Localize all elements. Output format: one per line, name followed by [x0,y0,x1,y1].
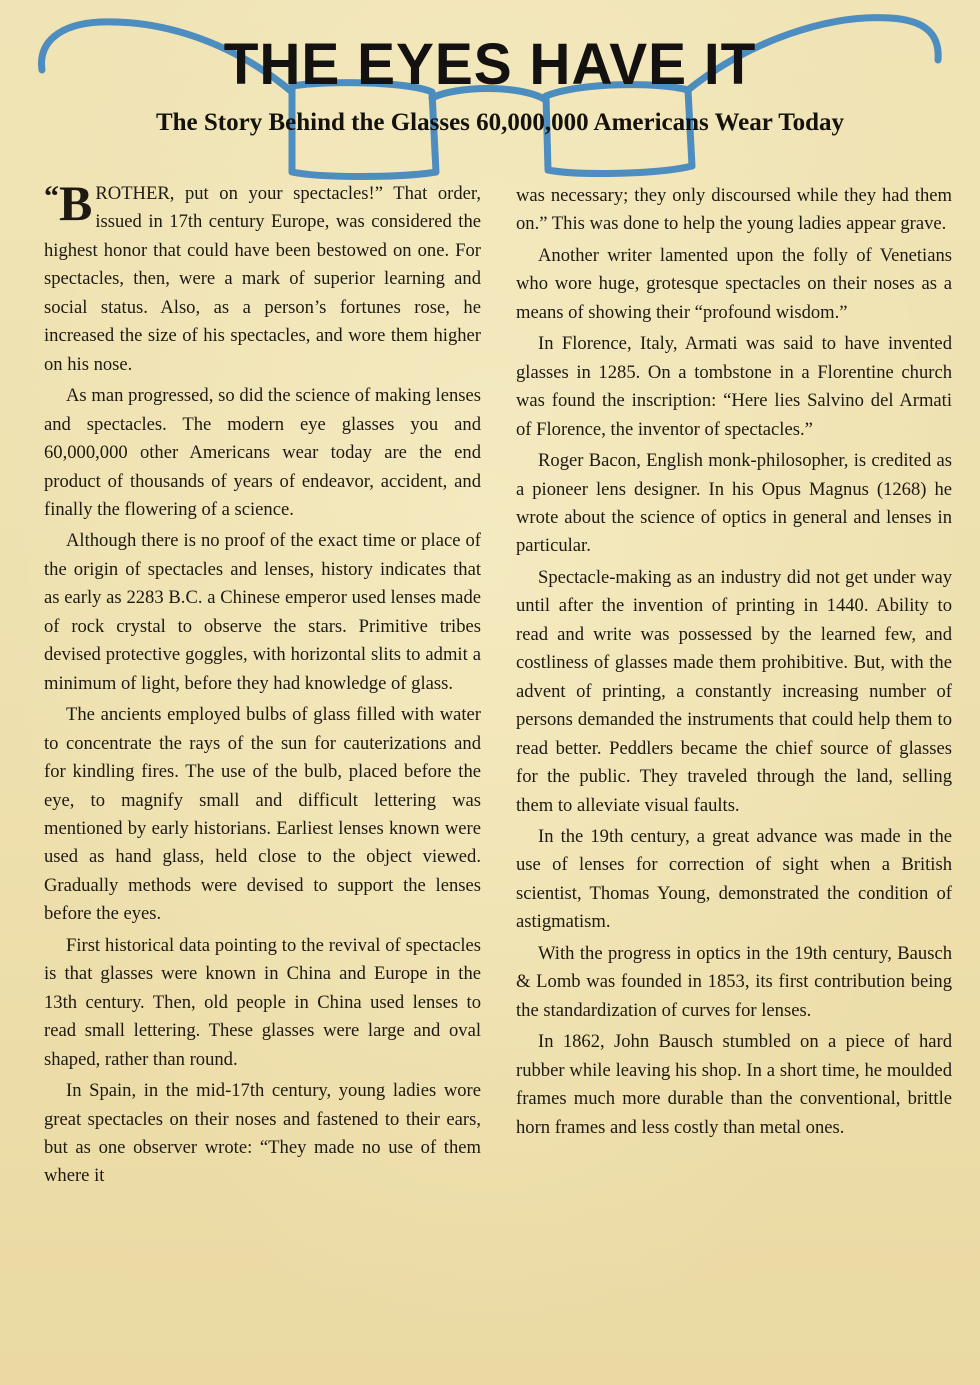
paragraph: In 1862, John Bausch stumbled on a piece of hard rubber while leaving his shop. In a short time, he moulded frames much more durable than the conventional, brittle horn frames and less costly than metal ones. [516,1031,952,1138]
paragraph: Spectacle-making as an industry did not get under way until after the invention of printing in 1440. Ability to read and write was possessed by the learned few, and costliness of glasses made them prohibitive. But, with the advent of printing, a constantly increasing number of persons demanded the instruments that could help them to read better. Peddlers became the chief source of glasses for the public. They traveled through the land, selling them to alleviate visual faults. [516,566,952,816]
paragraph: In the 19th century, a great advance was made in the use of lenses for correction of sight when a British scientist, Thomas Young, demonstrated the condition of astigmatism. [516,825,952,933]
paragraph: Roger Bacon, English monk-philosopher, is credited as a pioneer lens designer. In his Opus Magnus (1268) he wrote about the science of optics in general and lenses in particular. [516,450,952,557]
paragraph: In Spain, in the mid-17th century, young ladies wore great spectacles on their noses and fastened to their ears, but as one observer wrote: “They made no use of them where it [44,1080,481,1187]
lead-paragraph [44,175,481,379]
continued-paragraph: was necessary; they only discoursed while they had them on.” This was done to help the young ladies appear grave. [516,185,952,235]
right-column [516,182,952,1145]
paragraph: Although there is no proof of the exact time or place of the origin of spectacles and lenses, history indicates that as early as 2283 B.C. a Chinese emperor used lenses made of rock crystal to observe the stars. Primitive tribes devised protective goggles, with horizontal slits to admit a minimum of light, before they had knowledge of glass. [44,530,481,694]
paragraph: In Florence, Italy, Armati was said to have invented glasses in 1285. On a tombstone in a Florentine church was found the inscription: “Here lies Salvino del Armati of Florence, the inventor of spectacles.” [516,333,952,440]
left-column [44,175,481,1194]
paragraph: As man progressed, so did the science of making lenses and spectacles. The modern eye glasses you and 60,000,000 other Americans wear today are the end product of thousands of years of endeavor, accident, and finally the flowering of a science. [44,385,481,520]
paragraph: With the progress in optics in the 19th century, Bausch & Lomb was founded in 1853, its first contribution being the standardization of curves for lenses. [516,942,952,1021]
paragraph: Another writer lamented upon the folly of Venetians who wore huge, grotesque spectacles on their noses as a means of showing their “profound wisdom.” [516,244,952,323]
article-title: THE EYES HAVE IT [223,32,757,97]
paragraph: First historical data pointing to the revival of spectacles is that glasses were known in China and Europe in the 13th century. Then, old people in China used lenses to read small lettering. These glasses were large and oval shaped, rather than round. [44,934,481,1070]
opening-quote: “ [44,180,59,213]
lead-text: ROTHER, put on your spectacles!” That order, issued in 17th century Europe, was considered the highest honor that could have been bestowed on one. For spectacles, then, were a mark of superior learning and social status. Also, as a person’s fortunes rose, he increased the size of his spectacles, and wore them higher on his nose. [44,183,481,375]
drop-cap: B [59,175,93,231]
article-subtitle: The Story Behind the Glasses 60,000,000 Americans Wear Today [155,109,845,136]
paragraph: The ancients employed bulbs of glass filled with water to concentrate the rays of the sun for cauterizations and for kindling fires. The use of the bulb, placed before the eye, to magnify small and difficult lettering was mentioned by early historians. Earliest lenses known were used as hand glass, held close to the object viewed. Gradually methods were devised to support the lenses before the eyes. [44,704,481,925]
